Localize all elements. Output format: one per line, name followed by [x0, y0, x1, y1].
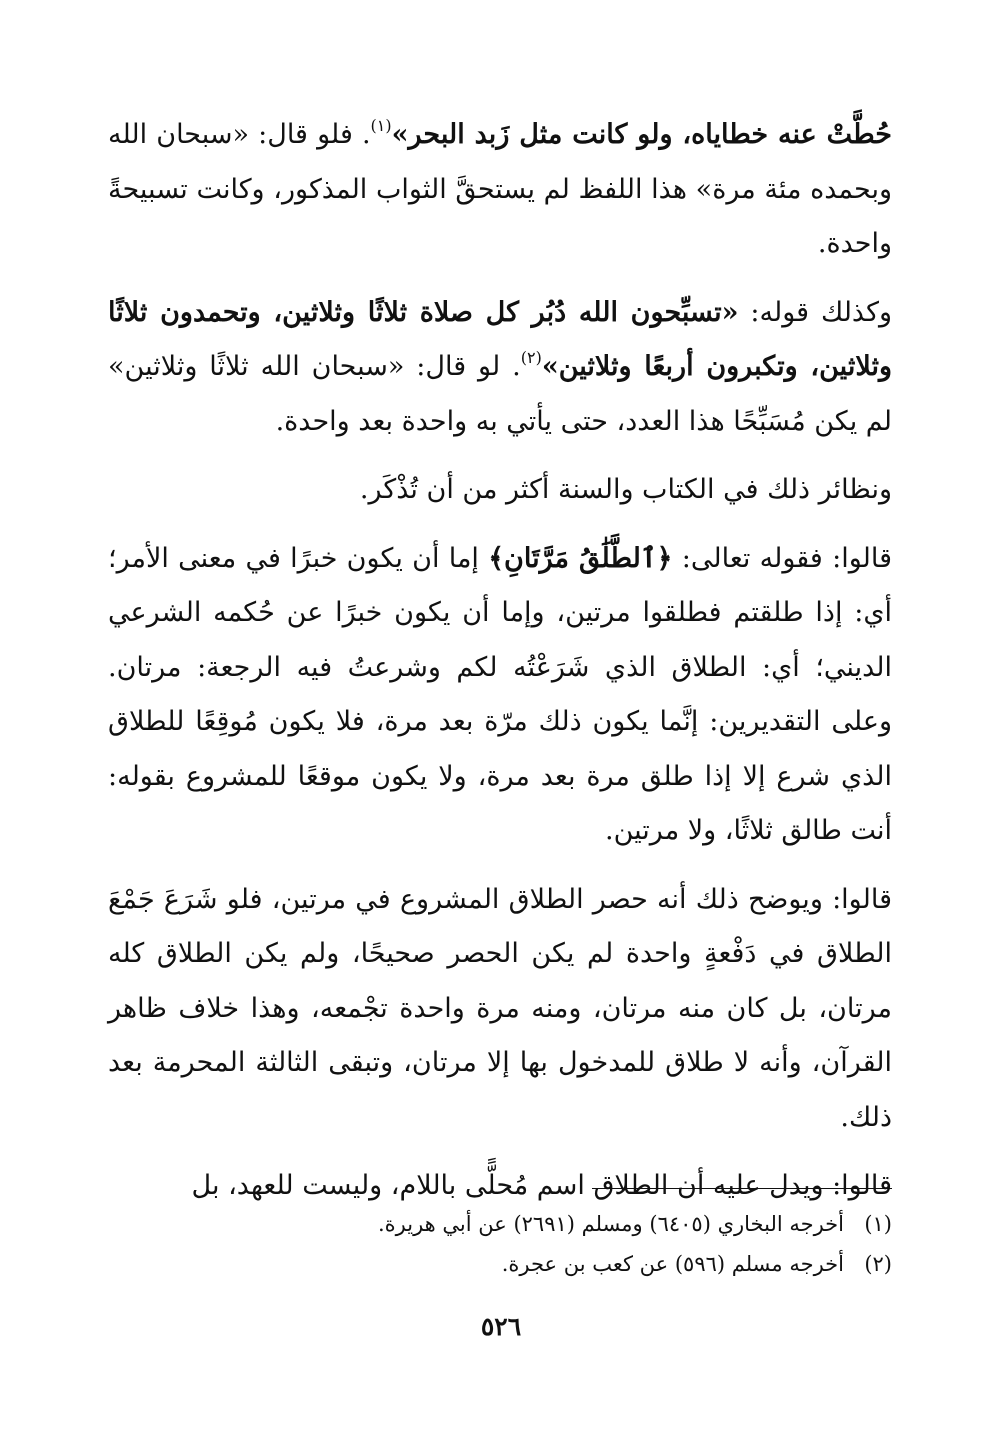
text-span: قالوا: ويدل عليه أن الطلاق اسم مُحلًّى باللام، وليست للعهد، بل	[191, 1170, 892, 1201]
footnotes	[110, 1204, 892, 1284]
footnote	[110, 1204, 892, 1244]
footnote-text: أخرجه البخاري (٦٤٠٥) ومسلم (٢٦٩١) عن أبي هريرة.	[377, 1212, 844, 1236]
paragraph	[108, 532, 892, 859]
text-span: . لو قال: «سبحان الله ثلاثًا وثلاثين» لم يكن مُسَبِّحًا هذا العدد، حتى يأتي به واحدة بعد واحدة.	[108, 351, 892, 437]
paragraph	[108, 108, 892, 272]
quoted-text: «تسبِّحون الله دُبُر كل صلاة ثلاثًا وثلاثين، وتحمدون ثلاثًا وثلاثين، وتكبرون أربعًا وثلاثين»	[108, 296, 893, 382]
footnote	[110, 1244, 892, 1284]
footnote-ref: (٢)	[520, 348, 542, 367]
paragraph	[108, 873, 892, 1146]
text-span: وكذلك قوله:	[738, 296, 892, 328]
page-number: ٥٢٦	[480, 1312, 522, 1341]
footnote-ref: (١)	[370, 116, 392, 135]
text-span: قالوا: فقوله تعالى:	[672, 542, 893, 574]
body-text	[108, 108, 892, 1214]
quoted-text: حُطَّتْ عنه خطاياه، ولو كانت مثل زَبد البحر»	[391, 119, 893, 150]
text-span: قالوا: ويوضح ذلك أنه حصر الطلاق المشروع في مرتين، فلو شَرَعَ جَمْعَ الطلاق في دَفْعةٍ واحدة لم يكن الحصر صحيحًا، ولم يكن الطلاق كله مرتان، بل كان منه مرتان، ومنه مرة واحدة تجْمعه، وهذا خلاف ظاهر القرآن، وأنه لا طلاق للمدخول بها إلا مرتان، وتبقى الثالثة المحرمة بعد ذلك.	[108, 883, 892, 1133]
paragraph	[108, 286, 892, 450]
footnote-divider	[592, 1188, 892, 1189]
paragraph	[108, 463, 892, 518]
text-span: إما أن يكون خبرًا في معنى الأمر؛ أي: إذا طلقتم فطلقوا مرتين، وإما أن يكون خبرًا عن حُكمه الشرعي الديني؛ أي: الطلاق الذي شَرَعْتُه لكم وشرعتُ فيه الرجعة: مرتان. وعلى التقديرين: إنَّما يكون ذلك مرّة بعد مرة، فلا يكون مُوقِعًا للطلاق الذي شرع إلا إذا طلق مرة بعد مرة، ولا يكون موقعًا للمشروع بقوله: أنت طالق ثلاثًا، ولا مرتين.	[108, 542, 892, 846]
quoted-text: ﴿ٱلطَّلَٰقُ مَرَّتَانِ﴾	[488, 542, 673, 574]
footnote-text: أخرجه مسلم (٥٩٦) عن كعب بن عجرة.	[501, 1252, 844, 1276]
footnote-number: (١)	[864, 1212, 892, 1236]
footnote-number: (٢)	[864, 1252, 892, 1276]
text-span: . فلو قال: «سبحان الله وبحمده مئة مرة» هذا اللفظ لم يستحقَّ الثواب المذكور، وكانت تسبيحةً واحدة.	[108, 119, 892, 259]
text-span: ونظائر ذلك في الكتاب والسنة أكثر من أن تُذْكَر.	[359, 474, 892, 505]
